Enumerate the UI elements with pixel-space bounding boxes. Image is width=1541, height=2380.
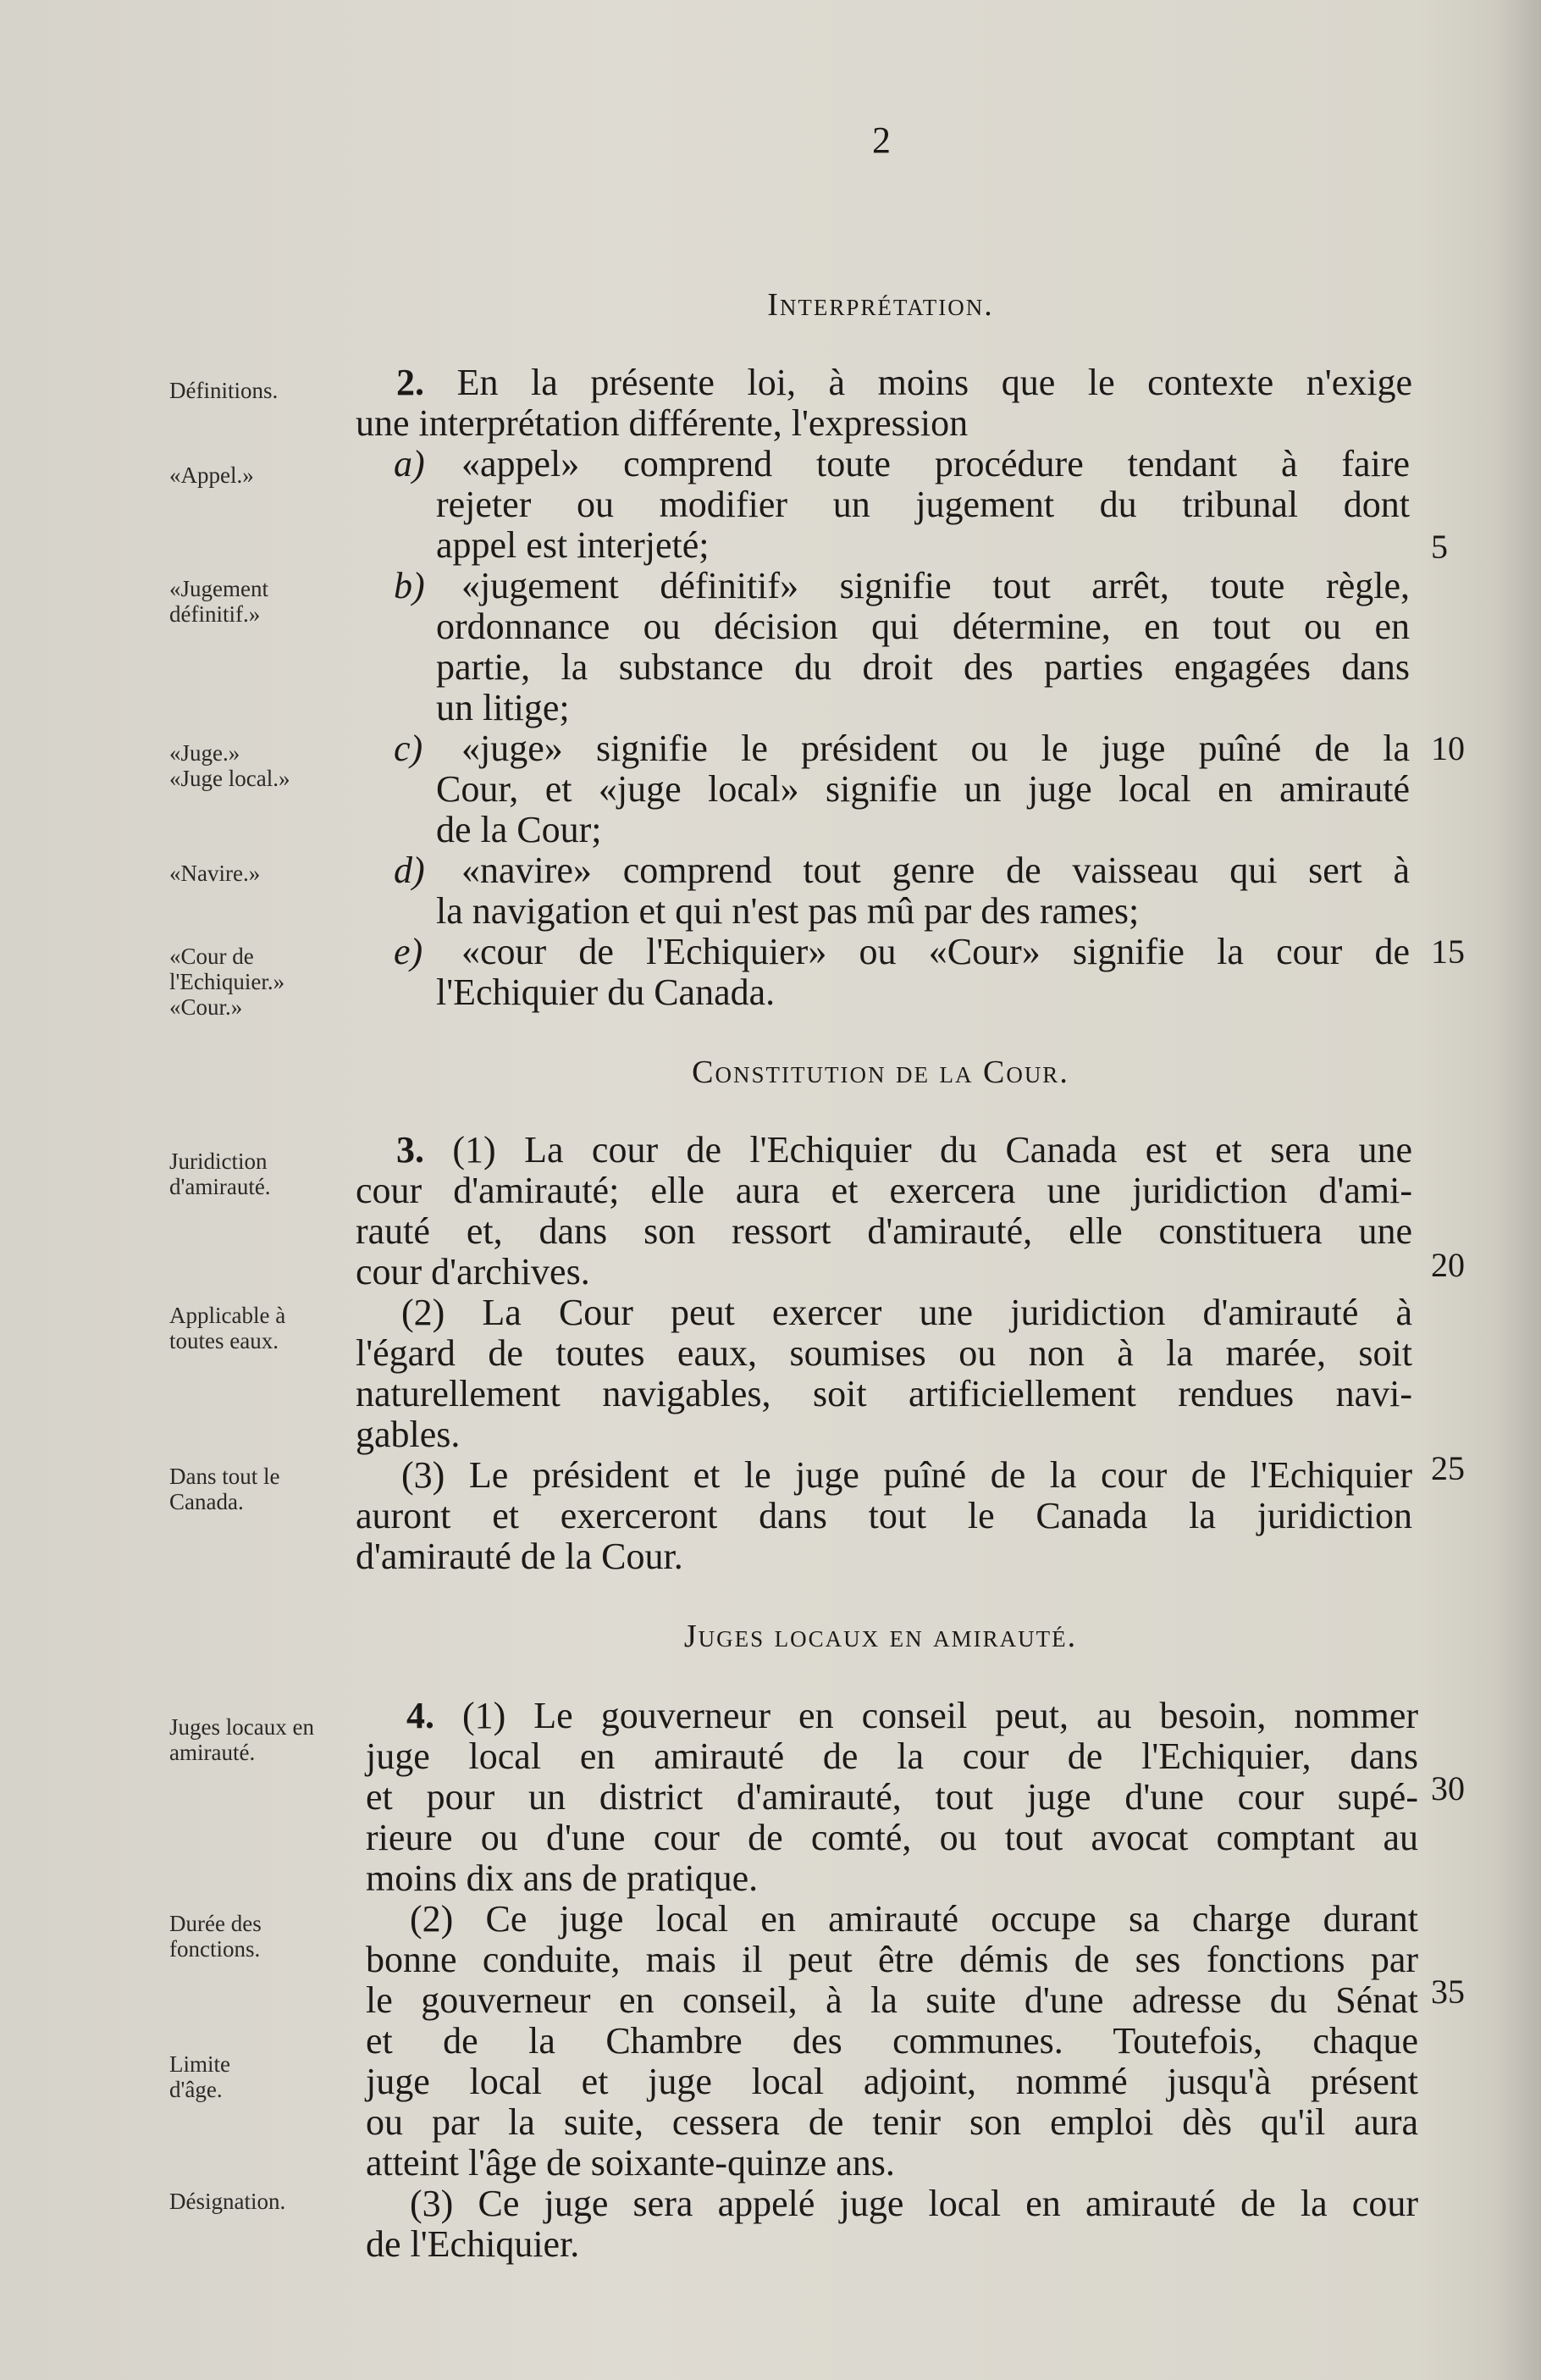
item-e-line-1: «cour de l'Echiquier» ou «Cour» signifie la cour de (461, 931, 1410, 972)
section3-line-7: naturellement navigables, soit artificiellement rendues navi- (356, 1373, 1412, 1414)
section4-line-11: ou par la suite, cessera de tenir son emploi dès qu'il aura (366, 2101, 1418, 2143)
section4-line-5: moins dix ans de pratique. (366, 1857, 759, 1899)
item-c-letter: c) (394, 728, 423, 769)
margin-note-limite-age: Limite d'âge. (169, 2051, 230, 2102)
margin-note-dans-tout: Dans tout le Canada. (169, 1464, 280, 1514)
heading-interpretation: Interprétation. (767, 287, 994, 323)
section4-line-6: (2) Ce juge local en amirauté occupe sa charge durant (410, 1898, 1418, 1940)
section3-line-10: auront et exerceront dans tout le Canada la juridiction (356, 1495, 1412, 1536)
section3-number: 3. (396, 1129, 424, 1171)
item-e-letter: e) (394, 931, 423, 972)
section3-line-4: cour d'archives. (356, 1251, 590, 1292)
section2-number: 2. (396, 362, 424, 403)
section2-line-2: une interprétation différente, l'expression (356, 402, 969, 444)
item-a-line-3: appel est interjeté; (436, 524, 710, 566)
margin-note-juridiction: Juridiction d'amirauté. (169, 1148, 271, 1199)
item-e-line-2: l'Echiquier du Canada. (436, 971, 776, 1013)
item-c-line-1: «juge» signifie le président ou le juge puîné de la (461, 728, 1410, 769)
margin-note-applicable: Applicable à toutes eaux. (169, 1303, 286, 1353)
line-number-20: 20 (1431, 1246, 1465, 1284)
section4-line-4: rieure ou d'une cour de comté, ou tout avocat comptant au (366, 1817, 1418, 1858)
margin-note-designation: Désignation. (169, 2189, 286, 2214)
page-number: 2 (872, 119, 891, 161)
line-number-10: 10 (1431, 729, 1465, 767)
line-number-30: 30 (1431, 1769, 1465, 1807)
section3-line-8: gables. (356, 1414, 461, 1455)
margin-note-definitions: Définitions. (169, 378, 279, 403)
section4-line-7: bonne conduite, mais il peut être démis de ses fonctions par (366, 1939, 1418, 1980)
section4-line-10: juge local et juge local adjoint, nommé jusqu'à présent (366, 2061, 1418, 2102)
margin-note-juge: «Juge.» (169, 740, 240, 766)
section2-line-1: 2. En la présente loi, à moins que le contexte n'exige (396, 362, 1412, 403)
line-number-15: 15 (1431, 933, 1465, 971)
section3-line-11: d'amirauté de la Cour. (356, 1536, 683, 1577)
margin-note-navire: «Navire.» (169, 861, 261, 886)
section3-line-3: rauté et, dans son ressort d'amirauté, elle constituera une (356, 1210, 1412, 1252)
item-a-line-1: «appel» comprend toute procédure tendant à faire (461, 443, 1410, 484)
item-d-line-1: «navire» comprend tout genre de vaisseau qui sert à (461, 850, 1410, 891)
line-number-35: 35 (1431, 1973, 1465, 2011)
section3-line-6: l'égard de toutes eaux, soumises ou non à la marée, soit (356, 1332, 1412, 1374)
item-d-letter: d) (394, 850, 425, 891)
heading-constitution: Constitution de la Cour. (692, 1054, 1069, 1090)
margin-note-jugement-definitif: «Jugement définitif.» (169, 576, 268, 627)
section4-line-2: juge local en amirauté de la cour de l'Echiquier, dans (366, 1735, 1418, 1777)
section4-line-14: de l'Echiquier. (366, 2223, 580, 2265)
item-b-line-1: «jugement définitif» signifie tout arrêt, toute règle, (461, 565, 1410, 606)
item-c-line-2: Cour, et «juge local» signifie un juge local en amirauté (436, 768, 1410, 810)
section3-line-2: cour d'amirauté; elle aura et exercera une juridiction d'ami- (356, 1170, 1412, 1211)
margin-note-juges-locaux: Juges locaux en amirauté. (169, 1714, 314, 1765)
heading-juges-locaux: Juges locaux en amirauté. (683, 1619, 1078, 1654)
item-a-letter: a) (394, 443, 425, 484)
section4-line-1: 4. (1) Le gouverneur en conseil peut, au besoin, nommer (406, 1695, 1418, 1736)
margin-note-cour: «Cour.» (169, 994, 243, 1020)
item-d-line-2: la navigation et qui n'est pas mû par des rames; (436, 890, 1140, 932)
section3-line-9: (3) Le président et le juge puîné de la cour de l'Echiquier (401, 1454, 1412, 1496)
margin-note-cour-echiquier: «Cour de l'Echiquier.» (169, 944, 285, 994)
margin-note-duree: Durée des fonctions. (169, 1911, 262, 1962)
margin-note-juge-local: «Juge local.» (169, 766, 290, 791)
line-number-25: 25 (1431, 1449, 1465, 1487)
item-b-line-2: ordonnance ou décision qui détermine, en tout ou en (436, 606, 1410, 647)
section3-line-5: (2) La Cour peut exercer une juridiction d'amirauté à (401, 1292, 1412, 1333)
section4-line-12: atteint l'âge de soixante-quinze ans. (366, 2142, 895, 2184)
line-number-5: 5 (1431, 528, 1448, 566)
section4-line-3: et pour un district d'amirauté, tout juge d'une cour supé- (366, 1776, 1418, 1818)
item-b-line-3: partie, la substance du droit des parties engagées dans (436, 646, 1410, 688)
section4-line-8: le gouverneur en conseil, à la suite d'une adresse du Sénat (366, 1979, 1418, 2021)
section4-number: 4. (406, 1695, 434, 1736)
section4-line-13: (3) Ce juge sera appelé juge local en amirauté de la cour (410, 2183, 1418, 2224)
item-b-letter: b) (394, 565, 425, 606)
item-b-line-4: un litige; (436, 687, 570, 728)
section4-line-9: et de la Chambre des communes. Toutefois, chaque (366, 2020, 1418, 2062)
item-c-line-3: de la Cour; (436, 809, 602, 850)
section3-line-1: 3. (1) La cour de l'Echiquier du Canada est et sera une (396, 1129, 1412, 1171)
item-a-line-2: rejeter ou modifier un jugement du tribunal dont (436, 484, 1410, 525)
margin-note-appel: «Appel.» (169, 462, 254, 488)
